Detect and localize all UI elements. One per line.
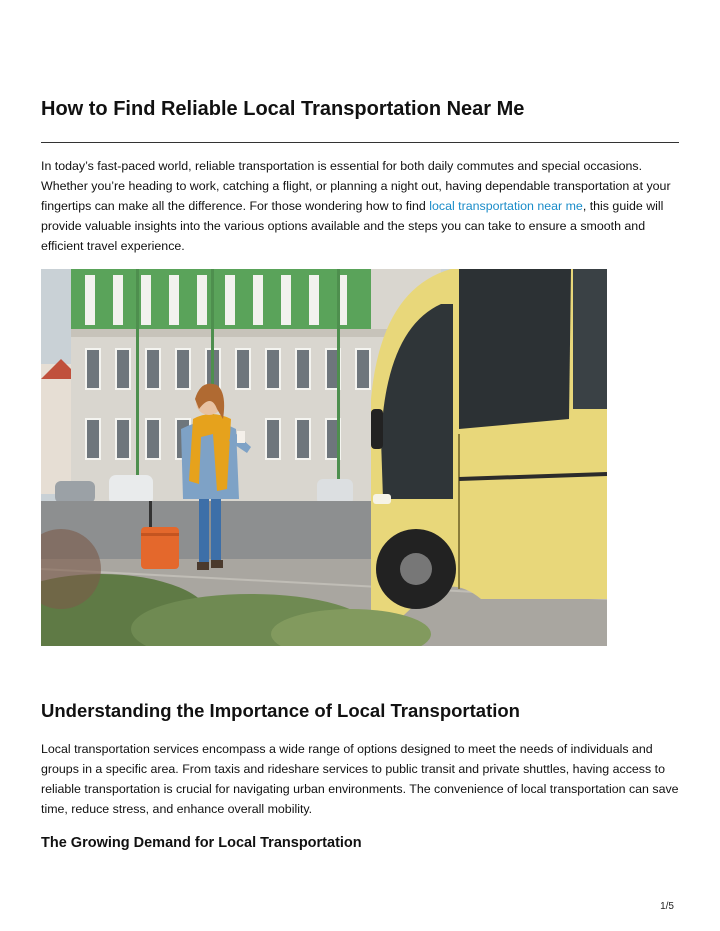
page-title: How to Find Reliable Local Transportation Near Me [41,98,525,120]
section-heading-importance: Understanding the Importance of Local Transportation [41,700,520,721]
woman-with-suitcase-and-bus-illustration [41,269,607,646]
page-number: 1/5 [660,901,674,912]
hero-photo [41,269,607,646]
section-paragraph-importance: Local transportation services encompass a wide range of options designed to meet the needs of individuals and groups in a specific area. From taxis and rideshare services to public transit and private shuttles, having access to reliable transportation is crucial for navigating urban environments. The convenience of local transportation can save time, reduce stress, and enhance overall mobility. [41,742,679,816]
title-divider [41,142,679,143]
subsection-heading-demand: The Growing Demand for Local Transportation [41,835,362,851]
local-transportation-link[interactable]: local transportation near me [429,199,583,213]
intro-text-end: , this guide will provide valuable insights into the various options available and the steps you can take to ensure a smooth and efficient travel experience. [41,199,664,253]
intro-text-start: In today’s fast-paced world, reliable transportation is essential for both daily commutes and special occasions. Whether you’re heading to work, catching a flight, or planning a night out, having dependable transportation at your fingertips can make all the difference. For those wondering how to find [41,159,671,213]
intro-paragraph [41,156,681,256]
